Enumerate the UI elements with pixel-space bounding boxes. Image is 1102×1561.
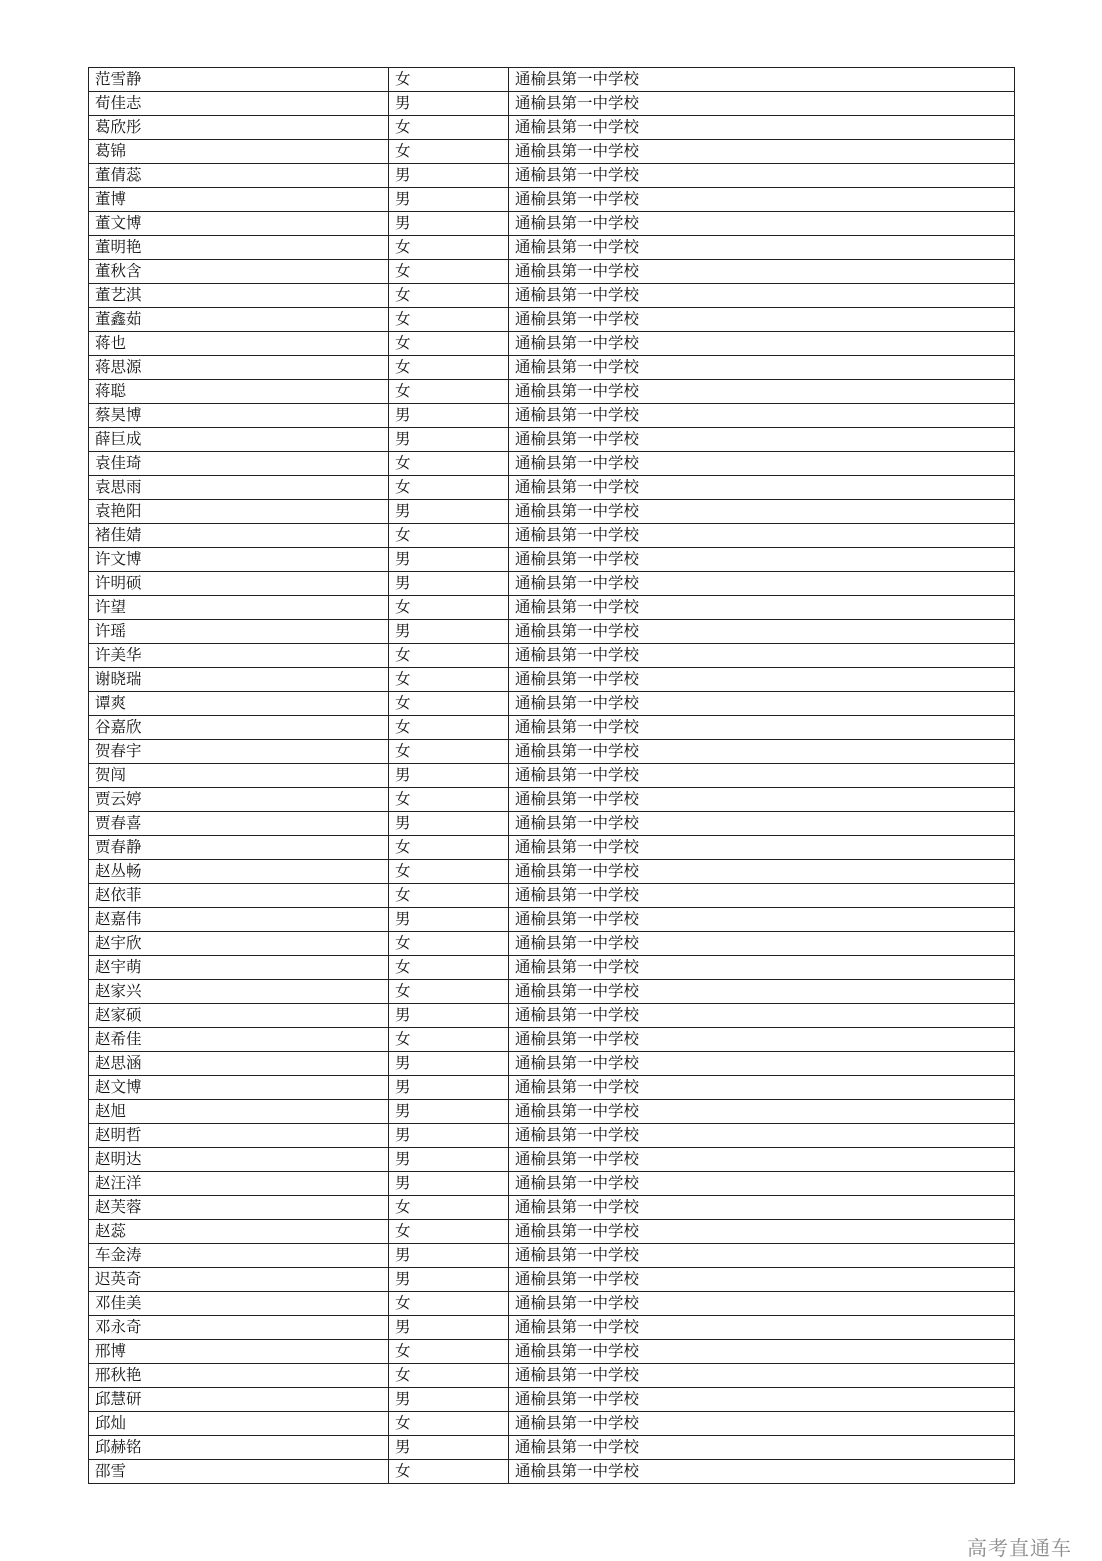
- student-name-cell: 蒋思源: [89, 356, 389, 380]
- table-row: [89, 428, 1015, 452]
- gender-cell: 女: [389, 884, 509, 908]
- student-name-cell: 谷嘉欣: [89, 716, 389, 740]
- school-cell: 通榆县第一中学校: [509, 260, 1015, 284]
- table-row: [89, 1100, 1015, 1124]
- table-row: [89, 212, 1015, 236]
- table-row: [89, 1316, 1015, 1340]
- school-cell: 通榆县第一中学校: [509, 116, 1015, 140]
- table-row: [89, 836, 1015, 860]
- gender-cell: 男: [389, 1076, 509, 1100]
- student-name-cell: 邢秋艳: [89, 1364, 389, 1388]
- student-name-cell: 蒋聪: [89, 380, 389, 404]
- school-cell: 通榆县第一中学校: [509, 1052, 1015, 1076]
- gender-cell: 男: [389, 1244, 509, 1268]
- student-name-cell: 邢博: [89, 1340, 389, 1364]
- gender-cell: 男: [389, 620, 509, 644]
- student-name-cell: 赵嘉伟: [89, 908, 389, 932]
- student-name-cell: 赵芙蓉: [89, 1196, 389, 1220]
- gender-cell: 男: [389, 1148, 509, 1172]
- gender-cell: 女: [389, 1460, 509, 1484]
- school-cell: 通榆县第一中学校: [509, 1340, 1015, 1364]
- school-cell: 通榆县第一中学校: [509, 164, 1015, 188]
- student-name-cell: 邵雪: [89, 1460, 389, 1484]
- school-cell: 通榆县第一中学校: [509, 812, 1015, 836]
- student-name-cell: 葛欣彤: [89, 116, 389, 140]
- school-cell: 通榆县第一中学校: [509, 1436, 1015, 1460]
- student-name-cell: 褚佳婧: [89, 524, 389, 548]
- gender-cell: 女: [389, 68, 509, 92]
- gender-cell: 女: [389, 644, 509, 668]
- gender-cell: 男: [389, 1172, 509, 1196]
- gender-cell: 男: [389, 1268, 509, 1292]
- gender-cell: 男: [389, 1388, 509, 1412]
- table-row: [89, 764, 1015, 788]
- school-cell: 通榆县第一中学校: [509, 68, 1015, 92]
- table-row: [89, 1436, 1015, 1460]
- gender-cell: 女: [389, 1412, 509, 1436]
- table-row: [89, 788, 1015, 812]
- school-cell: 通榆县第一中学校: [509, 1124, 1015, 1148]
- school-cell: 通榆县第一中学校: [509, 476, 1015, 500]
- school-cell: 通榆县第一中学校: [509, 716, 1015, 740]
- school-cell: 通榆县第一中学校: [509, 1172, 1015, 1196]
- student-name-cell: 谭爽: [89, 692, 389, 716]
- student-name-cell: 赵旭: [89, 1100, 389, 1124]
- student-name-cell: 袁思雨: [89, 476, 389, 500]
- table-row: [89, 740, 1015, 764]
- school-cell: 通榆县第一中学校: [509, 212, 1015, 236]
- school-cell: 通榆县第一中学校: [509, 1004, 1015, 1028]
- school-cell: 通榆县第一中学校: [509, 692, 1015, 716]
- table-row: [89, 1292, 1015, 1316]
- gender-cell: 女: [389, 668, 509, 692]
- table-row: [89, 380, 1015, 404]
- student-name-cell: 许明硕: [89, 572, 389, 596]
- gender-cell: 女: [389, 596, 509, 620]
- student-name-cell: 赵文博: [89, 1076, 389, 1100]
- school-cell: 通榆县第一中学校: [509, 668, 1015, 692]
- table-row: [89, 716, 1015, 740]
- student-name-cell: 车金涛: [89, 1244, 389, 1268]
- gender-cell: 女: [389, 140, 509, 164]
- table-row: [89, 1340, 1015, 1364]
- gender-cell: 女: [389, 356, 509, 380]
- table-row: [89, 1220, 1015, 1244]
- student-name-cell: 赵蕊: [89, 1220, 389, 1244]
- student-name-cell: 贺春宇: [89, 740, 389, 764]
- school-cell: 通榆县第一中学校: [509, 764, 1015, 788]
- table-row: [89, 524, 1015, 548]
- table-row: [89, 1268, 1015, 1292]
- student-name-cell: 范雪静: [89, 68, 389, 92]
- student-name-cell: 赵家兴: [89, 980, 389, 1004]
- student-name-cell: 袁佳琦: [89, 452, 389, 476]
- school-cell: 通榆县第一中学校: [509, 596, 1015, 620]
- table-row: [89, 884, 1015, 908]
- school-cell: 通榆县第一中学校: [509, 1460, 1015, 1484]
- gender-cell: 男: [389, 812, 509, 836]
- student-name-cell: 许望: [89, 596, 389, 620]
- school-cell: 通榆县第一中学校: [509, 1244, 1015, 1268]
- school-cell: 通榆县第一中学校: [509, 1316, 1015, 1340]
- student-name-cell: 贾春静: [89, 836, 389, 860]
- table-row: [89, 140, 1015, 164]
- table-row: [89, 308, 1015, 332]
- student-name-cell: 董文博: [89, 212, 389, 236]
- student-name-cell: 迟英奇: [89, 1268, 389, 1292]
- school-cell: 通榆县第一中学校: [509, 1028, 1015, 1052]
- table-row: [89, 1244, 1015, 1268]
- table-row: [89, 620, 1015, 644]
- table-row: [89, 500, 1015, 524]
- student-name-cell: 赵家硕: [89, 1004, 389, 1028]
- school-cell: 通榆县第一中学校: [509, 1100, 1015, 1124]
- school-cell: 通榆县第一中学校: [509, 932, 1015, 956]
- school-cell: 通榆县第一中学校: [509, 380, 1015, 404]
- roster-table: [88, 67, 1015, 1484]
- school-cell: 通榆县第一中学校: [509, 548, 1015, 572]
- school-cell: 通榆县第一中学校: [509, 572, 1015, 596]
- student-name-cell: 蔡昊博: [89, 404, 389, 428]
- school-cell: 通榆县第一中学校: [509, 1268, 1015, 1292]
- gender-cell: 女: [389, 980, 509, 1004]
- table-row: [89, 548, 1015, 572]
- school-cell: 通榆县第一中学校: [509, 452, 1015, 476]
- school-cell: 通榆县第一中学校: [509, 644, 1015, 668]
- gender-cell: 女: [389, 116, 509, 140]
- table-row: [89, 1124, 1015, 1148]
- table-row: [89, 1388, 1015, 1412]
- gender-cell: 女: [389, 932, 509, 956]
- school-cell: 通榆县第一中学校: [509, 404, 1015, 428]
- student-name-cell: 董博: [89, 188, 389, 212]
- gender-cell: 男: [389, 572, 509, 596]
- gender-cell: 女: [389, 380, 509, 404]
- gender-cell: 男: [389, 92, 509, 116]
- school-cell: 通榆县第一中学校: [509, 1364, 1015, 1388]
- gender-cell: 男: [389, 1004, 509, 1028]
- table-row: [89, 908, 1015, 932]
- table-row: [89, 860, 1015, 884]
- student-name-cell: 赵宇萌: [89, 956, 389, 980]
- school-cell: 通榆县第一中学校: [509, 788, 1015, 812]
- table-row: [89, 236, 1015, 260]
- gender-cell: 男: [389, 500, 509, 524]
- school-cell: 通榆县第一中学校: [509, 908, 1015, 932]
- gender-cell: 男: [389, 404, 509, 428]
- student-name-cell: 董秋含: [89, 260, 389, 284]
- gender-cell: 男: [389, 428, 509, 452]
- school-cell: 通榆县第一中学校: [509, 140, 1015, 164]
- school-cell: 通榆县第一中学校: [509, 236, 1015, 260]
- student-name-cell: 贾云婷: [89, 788, 389, 812]
- table-row: [89, 476, 1015, 500]
- table-row: [89, 1412, 1015, 1436]
- table-row: [89, 260, 1015, 284]
- school-cell: 通榆县第一中学校: [509, 740, 1015, 764]
- school-cell: 通榆县第一中学校: [509, 1148, 1015, 1172]
- student-name-cell: 邱赫铭: [89, 1436, 389, 1460]
- school-cell: 通榆县第一中学校: [509, 356, 1015, 380]
- roster-body: [89, 68, 1015, 1484]
- table-row: [89, 68, 1015, 92]
- table-row: [89, 956, 1015, 980]
- gender-cell: 男: [389, 212, 509, 236]
- gender-cell: 女: [389, 476, 509, 500]
- gender-cell: 女: [389, 1196, 509, 1220]
- student-name-cell: 赵明达: [89, 1148, 389, 1172]
- student-name-cell: 许瑶: [89, 620, 389, 644]
- table-row: [89, 404, 1015, 428]
- gender-cell: 男: [389, 164, 509, 188]
- student-name-cell: 赵明哲: [89, 1124, 389, 1148]
- table-row: [89, 668, 1015, 692]
- table-row: [89, 932, 1015, 956]
- school-cell: 通榆县第一中学校: [509, 980, 1015, 1004]
- student-name-cell: 邱慧研: [89, 1388, 389, 1412]
- gender-cell: 女: [389, 836, 509, 860]
- table-row: [89, 1028, 1015, 1052]
- table-row: [89, 644, 1015, 668]
- student-name-cell: 赵汪洋: [89, 1172, 389, 1196]
- student-name-cell: 谢晓瑞: [89, 668, 389, 692]
- student-name-cell: 贺闯: [89, 764, 389, 788]
- table-row: [89, 92, 1015, 116]
- school-cell: 通榆县第一中学校: [509, 956, 1015, 980]
- gender-cell: 女: [389, 260, 509, 284]
- table-row: [89, 1196, 1015, 1220]
- gender-cell: 男: [389, 1436, 509, 1460]
- school-cell: 通榆县第一中学校: [509, 1076, 1015, 1100]
- gender-cell: 女: [389, 452, 509, 476]
- table-row: [89, 1460, 1015, 1484]
- table-row: [89, 332, 1015, 356]
- student-name-cell: 董艺淇: [89, 284, 389, 308]
- gender-cell: 女: [389, 860, 509, 884]
- school-cell: 通榆县第一中学校: [509, 1196, 1015, 1220]
- student-name-cell: 蒋也: [89, 332, 389, 356]
- school-cell: 通榆县第一中学校: [509, 524, 1015, 548]
- school-cell: 通榆县第一中学校: [509, 332, 1015, 356]
- student-name-cell: 董明艳: [89, 236, 389, 260]
- watermark: 高考直通车: [967, 1536, 1072, 1560]
- gender-cell: 女: [389, 236, 509, 260]
- table-row: [89, 1004, 1015, 1028]
- student-name-cell: 董倩蕊: [89, 164, 389, 188]
- gender-cell: 女: [389, 1028, 509, 1052]
- table-row: [89, 692, 1015, 716]
- gender-cell: 女: [389, 524, 509, 548]
- student-name-cell: 邱灿: [89, 1412, 389, 1436]
- gender-cell: 女: [389, 788, 509, 812]
- student-name-cell: 赵依菲: [89, 884, 389, 908]
- gender-cell: 女: [389, 1220, 509, 1244]
- table-row: [89, 1052, 1015, 1076]
- student-name-cell: 赵希佳: [89, 1028, 389, 1052]
- gender-cell: 男: [389, 188, 509, 212]
- school-cell: 通榆县第一中学校: [509, 620, 1015, 644]
- gender-cell: 男: [389, 1316, 509, 1340]
- gender-cell: 男: [389, 1124, 509, 1148]
- student-name-cell: 邓佳美: [89, 1292, 389, 1316]
- gender-cell: 男: [389, 908, 509, 932]
- student-name-cell: 葛锦: [89, 140, 389, 164]
- student-name-cell: 赵宇欣: [89, 932, 389, 956]
- table-row: [89, 284, 1015, 308]
- gender-cell: 男: [389, 1052, 509, 1076]
- student-name-cell: 许美华: [89, 644, 389, 668]
- school-cell: 通榆县第一中学校: [509, 1220, 1015, 1244]
- table-row: [89, 164, 1015, 188]
- table-row: [89, 572, 1015, 596]
- table-row: [89, 188, 1015, 212]
- gender-cell: 女: [389, 332, 509, 356]
- gender-cell: 女: [389, 716, 509, 740]
- school-cell: 通榆县第一中学校: [509, 428, 1015, 452]
- student-name-cell: 贾春喜: [89, 812, 389, 836]
- gender-cell: 男: [389, 1100, 509, 1124]
- gender-cell: 女: [389, 308, 509, 332]
- school-cell: 通榆县第一中学校: [509, 884, 1015, 908]
- gender-cell: 男: [389, 764, 509, 788]
- gender-cell: 女: [389, 284, 509, 308]
- table-row: [89, 1076, 1015, 1100]
- school-cell: 通榆县第一中学校: [509, 1292, 1015, 1316]
- student-name-cell: 邓永奇: [89, 1316, 389, 1340]
- school-cell: 通榆县第一中学校: [509, 500, 1015, 524]
- gender-cell: 女: [389, 1340, 509, 1364]
- school-cell: 通榆县第一中学校: [509, 860, 1015, 884]
- student-name-cell: 赵思涵: [89, 1052, 389, 1076]
- table-row: [89, 1172, 1015, 1196]
- table-row: [89, 452, 1015, 476]
- school-cell: 通榆县第一中学校: [509, 284, 1015, 308]
- student-name-cell: 赵丛畅: [89, 860, 389, 884]
- gender-cell: 女: [389, 1364, 509, 1388]
- gender-cell: 女: [389, 956, 509, 980]
- table-row: [89, 596, 1015, 620]
- table-row: [89, 812, 1015, 836]
- student-name-cell: 袁艳阳: [89, 500, 389, 524]
- school-cell: 通榆县第一中学校: [509, 1412, 1015, 1436]
- gender-cell: 女: [389, 740, 509, 764]
- table-row: [89, 356, 1015, 380]
- table-row: [89, 1364, 1015, 1388]
- gender-cell: 女: [389, 1292, 509, 1316]
- table-row: [89, 980, 1015, 1004]
- school-cell: 通榆县第一中学校: [509, 188, 1015, 212]
- school-cell: 通榆县第一中学校: [509, 92, 1015, 116]
- school-cell: 通榆县第一中学校: [509, 308, 1015, 332]
- student-name-cell: 荀佳志: [89, 92, 389, 116]
- student-name-cell: 薛巨成: [89, 428, 389, 452]
- gender-cell: 女: [389, 692, 509, 716]
- school-cell: 通榆县第一中学校: [509, 836, 1015, 860]
- school-cell: 通榆县第一中学校: [509, 1388, 1015, 1412]
- table-row: [89, 1148, 1015, 1172]
- student-name-cell: 许文博: [89, 548, 389, 572]
- table-row: [89, 116, 1015, 140]
- student-name-cell: 董鑫茹: [89, 308, 389, 332]
- gender-cell: 男: [389, 548, 509, 572]
